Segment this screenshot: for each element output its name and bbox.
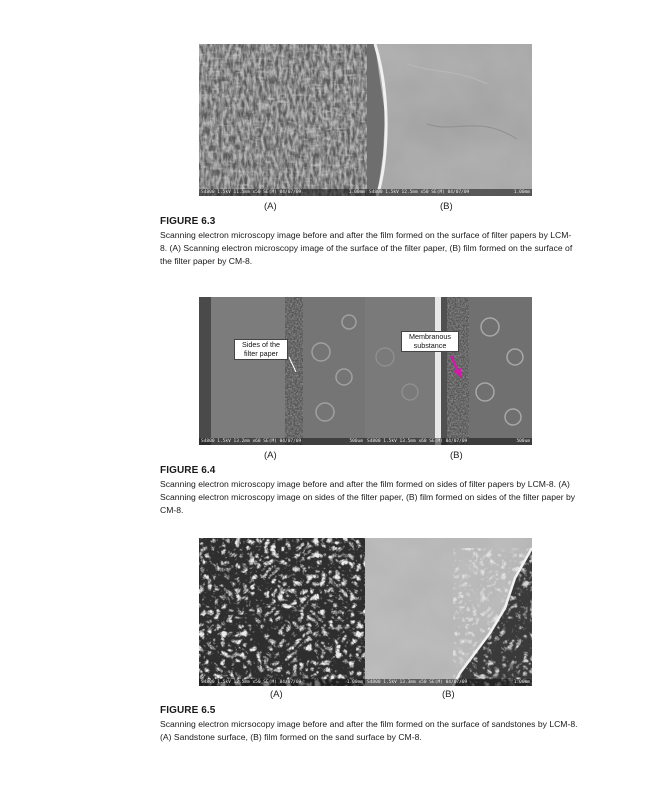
figure-6-5-image xyxy=(199,538,532,686)
fig65-panel-b-micrograph xyxy=(365,538,532,686)
fig64-b-infobar: S4800 1.5kV 13.5mm x60 SE(M) 04/07/09 500um xyxy=(367,439,530,444)
fig64-arrow-icon xyxy=(448,354,464,380)
fig65-panel-a-micrograph xyxy=(199,538,365,686)
figure-6-4-image xyxy=(199,297,532,445)
fig65-caption-text: Scanning electron micrsocopy image before and after the film formed on the surface of sandstones by LCM-8. (A) Sandstone surface, (B) film formed on the sand surface by CM-8. xyxy=(160,719,578,742)
fig63-title: FIGURE 6.3 xyxy=(160,216,216,227)
fig65-label-b: (B) xyxy=(442,689,455,700)
fig64-title: FIGURE 6.4 xyxy=(160,465,216,476)
fig63-panel-b-micrograph xyxy=(367,44,532,196)
fig63-label-b: (B) xyxy=(440,201,453,212)
fig64-caption xyxy=(160,465,578,517)
fig63-panel-a-micrograph xyxy=(199,44,367,196)
fig65-caption xyxy=(160,705,578,744)
fig64-callout-membranous: Membranous substance xyxy=(401,331,459,352)
figure-6-3-image xyxy=(199,44,532,196)
fig63-b-infobar: S4800 1.5kV 12.5mm x50 SE(M) 04/07/09 1.00mm xyxy=(369,190,530,195)
fig65-a-infobar: S4800 1.5kV 12.5mm x50 SE(M) 04/07/09 1.00mm xyxy=(201,680,363,685)
fig65-title: FIGURE 6.5 xyxy=(160,705,216,716)
fig63-caption xyxy=(160,216,578,268)
fig64-callout-sides: Sides of the filter paper xyxy=(234,339,288,360)
fig63-label-a: (A) xyxy=(264,201,277,212)
fig63-a-infobar: S4800 1.5kV 11.5mm x50 SE(M) 04/07/09 1.00mm xyxy=(201,190,365,195)
fig65-b-infobar: S4800 1.5kV 13.3mm x50 SE(M) 04/07/09 1.00mm xyxy=(367,680,530,685)
fig65-label-a: (A) xyxy=(270,689,283,700)
fig64-panel-a-micrograph xyxy=(199,297,365,445)
fig64-label-b: (B) xyxy=(450,450,463,461)
fig64-a-infobar: S4800 1.5kV 13.2mm x60 SE(M) 04/07/09 500um xyxy=(201,439,363,444)
fig64-caption-text: Scanning electron microscopy image before and after the film formed on sides of filter papers by LCM-8. (A) Scanning electron microscopy image on sides of the filter paper, (B) film formed on sides of the filter paper by CM-8. xyxy=(160,479,576,515)
fig64-label-a: (A) xyxy=(264,450,277,461)
fig63-caption-text: Scanning electron microscopy image before and after the film formed on the surface of filter papers by LCM-8. (A) Scanning electron microscopy image of the surface of the filter paper, (B) film formed on the surface of the filter paper by CM-8. xyxy=(160,230,573,266)
